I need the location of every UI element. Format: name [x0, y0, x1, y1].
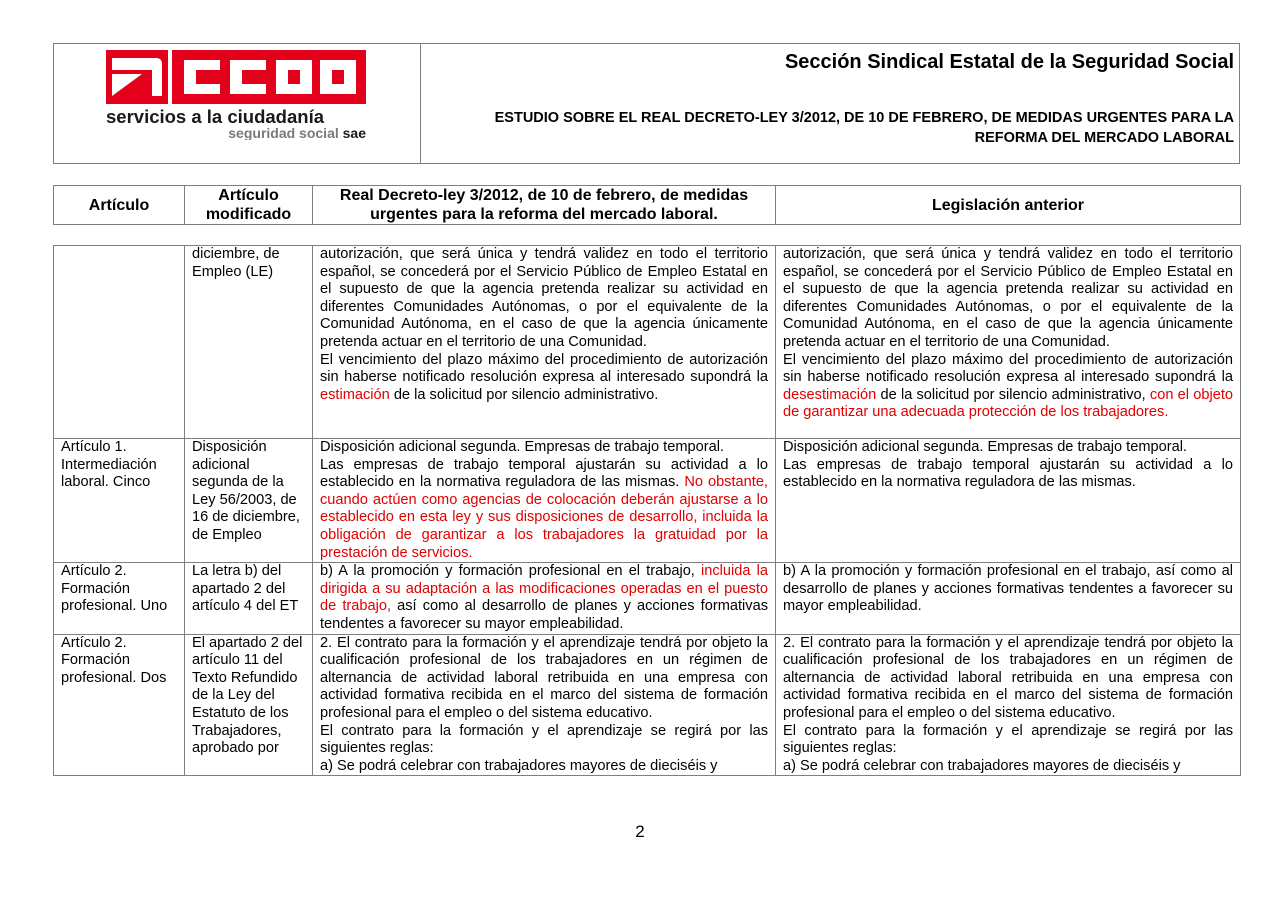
ccoo-logo-mark [106, 50, 368, 140]
cell-modificado: Disposición adicional segunda de la Ley 56/2003, de 16 de diciembre, de Empleo [185, 439, 313, 563]
cell-articulo [54, 246, 185, 439]
logo-line1: servicios a la ciudadanía [106, 106, 324, 127]
column-header-table [53, 185, 1241, 225]
cell-rdl: b) A la promoción y formación profesional en el trabajo, incluida la dirigida a su adaptación a las modificaciones operadas en el puesto de trabajo, así como al desarrollo de planes y acciones formativas tendentes a favorecer su mayor empleabilidad. [313, 563, 776, 634]
cell-articulo: Artículo 1. Intermediación laboral. Cinco [54, 439, 185, 563]
cell-rdl: autorización, que será única y tendrá validez en todo el territorio español, se concederá por el Servicio Público de Empleo Estatal en el supuesto de que la agencia pretenda realizar su actividad en diferentes Comunidades Autónomas, o por el equivalente de la Comunidad Autónoma, en el caso de que la agencia únicamente pretenda actuar en el territorio de una Comunidad. El vencimiento del plazo máximo del procedimiento de autorización sin haberse notificado resolución expresa al interesado supondrá la estimación de la solicitud por silencio administrativo. [313, 246, 776, 439]
cell-anterior: Disposición adicional segunda. Empresas de trabajo temporal. Las empresas de trabajo temporal ajustarán su actividad a lo establecido en la normativa reguladora de las mismas. [776, 439, 1241, 563]
ccoo-logo [106, 50, 368, 140]
table-row [54, 246, 1241, 439]
logo-cell [54, 44, 421, 164]
col-articulo-modificado: Artículo modificado [185, 186, 313, 225]
logo-line2: seguridad social sae [228, 125, 366, 140]
title-cell [421, 44, 1240, 164]
study-title-line1: ESTUDIO SOBRE EL REAL DECRETO-LEY 3/2012, DE 10 DE FEBRERO, DE MEDIDAS URGENTES PARA LA [494, 110, 1234, 126]
cell-rdl: Disposición adicional segunda. Empresas de trabajo temporal. Las empresas de trabajo temporal ajustarán su actividad a lo establecido en la normativa reguladora de las mismas. No obstante, cuando actúen como agencias de colocación deberán ajustarse a lo establecido en esta ley y sus disposiciones de desarrollo, incluida la obligación de garantizar a los trabajadores la gratuidad por la prestación de servicios. [313, 439, 776, 563]
cell-rdl: 2. El contrato para la formación y el aprendizaje tendrá por objeto la cualificación profesional de los trabajadores en un régimen de alternancia de actividad laboral retribuida en una empresa con actividad formativa recibida en el marco del sistema de formación profesional para el empleo o del sistema educativo. El contrato para la formación y el aprendizaje se regirá por las siguientes reglas: a) Se podrá celebrar con trabajadores mayores de dieciséis y [313, 634, 776, 776]
cell-modificado: diciembre, de Empleo (LE) [185, 246, 313, 439]
cell-anterior: 2. El contrato para la formación y el aprendizaje tendrá por objeto la cualificación profesional de los trabajadores en un régimen de alternancia de actividad laboral retribuida en una empresa con actividad formativa recibida en el marco del sistema de formación profesional para el empleo o del sistema educativo. El contrato para la formación y el aprendizaje se regirá por las siguientes reglas: a) Se podrá celebrar con trabajadores mayores de dieciséis y [776, 634, 1241, 776]
comparison-table [53, 245, 1241, 776]
table-row [54, 563, 1241, 634]
table-row [54, 439, 1241, 563]
col-legislacion-anterior: Legislación anterior [776, 186, 1241, 225]
col-articulo: Artículo [54, 186, 185, 225]
logo-letters-box [172, 50, 366, 104]
cell-anterior: b) A la promoción y formación profesional en el trabajo, así como al desarrollo de planes y acciones formativas tendentes a favorecer su mayor empleabilidad. [776, 563, 1241, 634]
table-row [54, 634, 1241, 776]
section-title: Sección Sindical Estatal de la Seguridad Social [784, 51, 1234, 73]
study-title [421, 108, 1234, 148]
col-real-decreto: Real Decreto-ley 3/2012, de 10 de febrero, de medidas urgentes para la reforma del mercado laboral. [313, 186, 776, 225]
cell-articulo: Artículo 2. Formación profesional. Uno [54, 563, 185, 634]
page-number: 2 [635, 822, 645, 841]
document-header [53, 43, 1240, 164]
cell-modificado: El apartado 2 del artículo 11 del Texto Refundido de la Ley del Estatuto de los Trabajadores, aprobado por [185, 634, 313, 776]
cell-anterior: autorización, que será única y tendrá validez en todo el territorio español, se concederá por el Servicio Público de Empleo Estatal en el supuesto de que la agencia pretenda realizar su actividad en diferentes Comunidades Autónomas, o por el equivalente de la Comunidad Autónoma, en el caso de que la agencia únicamente pretenda actuar en el territorio de una Comunidad. El vencimiento del plazo máximo del procedimiento de autorización sin haberse notificado resolución expresa al interesado supondrá la desestimación de la solicitud por silencio administrativo, con el objeto de garantizar una adecuada protección de los trabajadores. [776, 246, 1241, 439]
cell-articulo: Artículo 2. Formación profesional. Dos [54, 634, 185, 776]
cell-modificado: La letra b) del apartado 2 del artículo 4 del ET [185, 563, 313, 634]
study-title-line2: REFORMA DEL MERCADO LABORAL [974, 130, 1234, 146]
